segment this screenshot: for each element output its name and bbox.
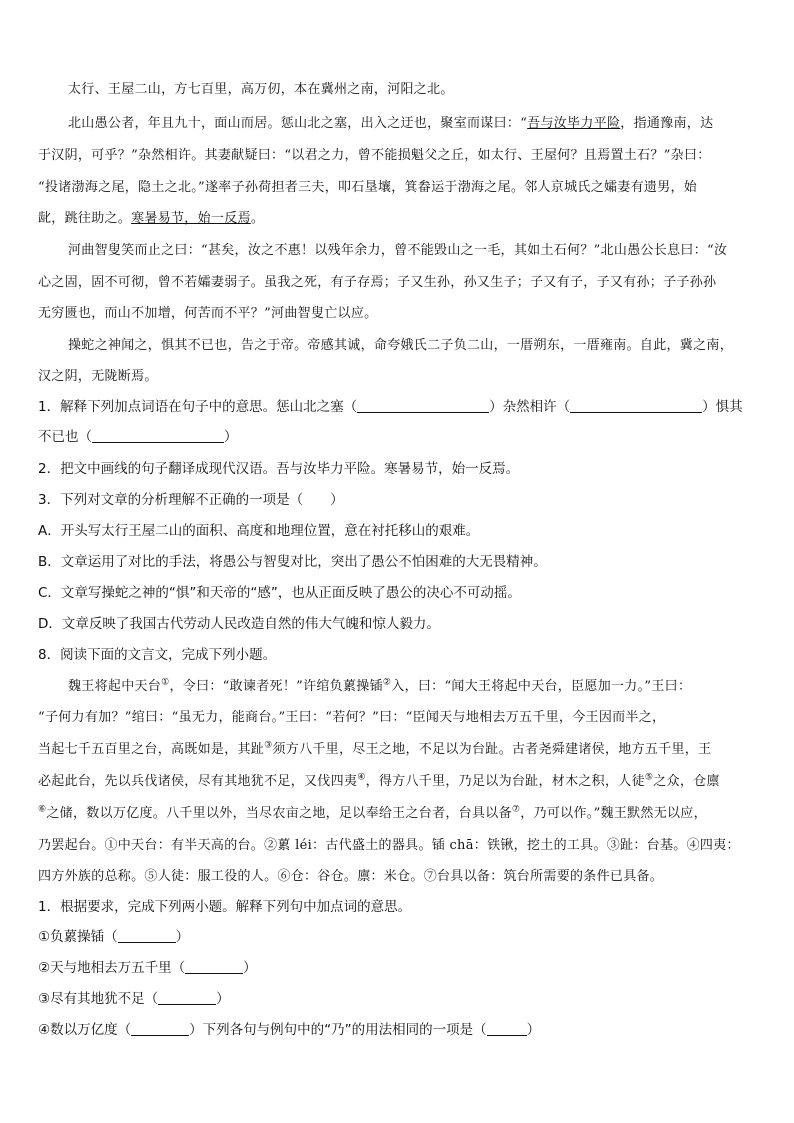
text-span: ） — [526, 1022, 541, 1038]
answer-blank[interactable] — [92, 428, 224, 443]
footnote-marker: ① — [161, 677, 170, 688]
passage2-line6: 乃罢起台。①中天台：有半天高的台。②蔂 léi：古代盛土的器具。锸 chā：铁锹，挖土的工具。③趾：台基。④四夷： — [38, 838, 740, 853]
text-span: ） — [175, 929, 190, 945]
passage1-p3-line3: 无穷匮也，而山不加增，何苦而不平？”河曲智叟亡以应。 — [38, 306, 378, 321]
sub-item-3 — [38, 989, 758, 1009]
text-span: ④数以万亿度（ — [38, 1022, 132, 1038]
text-span: ） — [216, 991, 230, 1007]
text-span: 之储，数以万亿度。八千里以外，当尽农亩之地，足以奉给王之台者，台具以备 — [46, 806, 512, 821]
answer-blank[interactable] — [118, 928, 176, 943]
text-span: 入，曰：“闻大王将起中天台，臣愿加一力。”王曰： — [391, 679, 692, 694]
option-d: D．文章反映了我国古代劳动人民改造自然的伟大气魄和惊人毅力。 — [38, 616, 440, 632]
text-span: ）下列各句与例句中的“乃”的用法相同的一项是（ — [189, 1022, 487, 1038]
text-span: 。 — [250, 211, 265, 226]
answer-blank[interactable] — [487, 1021, 527, 1036]
answer-blank[interactable] — [357, 398, 489, 413]
answer-blank[interactable] — [570, 398, 702, 413]
passage1-p3-line1: 河曲智叟笑而止之曰：“甚矣，汝之不惠！以残年余力，曾不能毁山之一毛，其如土石何？”北山愚公长息曰：“汝 — [68, 243, 728, 258]
answer-blank[interactable] — [185, 959, 243, 974]
option-b: B．文章运用了对比的手法，将愚公与智叟对比，突出了愚公不怕困难的大无畏精神。 — [38, 554, 547, 570]
text-span: ） — [243, 960, 257, 976]
text-span: 必起此台，先以兵伐诸侯，尽有其地犹不足，又伐四夷 — [38, 774, 358, 789]
text-span: ，得方八千里，乃足以为台趾，材木之积，人徒 — [365, 774, 645, 789]
text-span: ②天与地相去万五千里（ — [38, 960, 186, 976]
passage1-p3-line2: 心之固，固不可彻，曾不若孀妻弱子。虽我之死，有子存焉；子又生孙，孙又生子；子又有子，子又有孙；子子孙孙 — [38, 275, 717, 290]
passage1-p2-line3: “投诸渤海之尾，隐土之北。”遂率子孙荷担者三夫，叩石垦壤，箕畚运于渤海之尾。邻人京城氏之孀妻有遗男，始 — [38, 180, 698, 195]
text-span: ） — [224, 429, 238, 445]
passage2-line1 — [68, 677, 758, 697]
option-a: A．开头写太行王屋二山的面积、高度和地理位置，意在衬托移山的艰难。 — [38, 523, 480, 539]
footnote-marker: ⑥ — [38, 804, 47, 815]
text-span: 北山愚公者，年且九十，面山而居。惩山北之塞，出入之迂也，聚室而谋曰：“ — [68, 116, 528, 131]
text-span: ，乃可以作。”魏王默然无以应， — [520, 806, 707, 821]
text-span: ，令曰：“敢谏者死！”许绾负蔂操锸 — [169, 679, 383, 694]
sub-item-2 — [38, 958, 758, 978]
passage1-p2-line2: 于汉阴，可乎？”杂然相许。其妻献疑曰：“以君之力，曾不能损魁父之丘，如太行、王屋何？且焉置土石？”杂曰： — [38, 148, 711, 163]
text-span: 龀，跳往助之。 — [38, 211, 132, 226]
text-span: 须方八千里，尽王之地，不足以为台趾。古者尧舜建诸侯，地方五千里，王 — [272, 742, 712, 757]
text-span: 当起七千五百里之台，高既如是，其趾 — [38, 742, 265, 757]
passage1-p2-line4 — [38, 209, 758, 229]
sub-item-4 — [38, 1020, 758, 1040]
text-span: ③尽有其地犹不足（ — [38, 991, 159, 1007]
question-2: 2．把文中画线的句子翻译成现代汉语。吾与汝毕力平险。寒暑易节，始一反焉。 — [38, 461, 520, 477]
passage1-p1: 太行、王屋二山，方七百里，高万仞，本在冀州之南，河阳之北。 — [68, 82, 454, 97]
text-span: ，指通豫南，达 — [620, 116, 714, 131]
footnote-marker: ④ — [357, 772, 366, 783]
footnote-marker: ⑦ — [511, 804, 521, 815]
underlined-sentence: 吾与汝毕力平险 — [527, 116, 621, 131]
underlined-sentence: 寒暑易节，始一反焉 — [131, 211, 251, 226]
answer-blank[interactable] — [158, 990, 216, 1005]
footnote-marker: ③ — [264, 740, 273, 751]
text-span: 之众，仓廪 — [653, 774, 720, 789]
text-span: ）惧其 — [702, 399, 743, 415]
option-c: C．文章写操蛇之神的“惧”和天帝的“感”，也从正面反映了愚公的决心不可动摇。 — [38, 585, 521, 601]
passage1-p2-line1 — [68, 114, 758, 134]
passage1-p4-line1: 操蛇之神闻之，惧其不已也，告之于帝。帝感其诚，命夸娥氏二子负二山，一厝朔东，一厝雍南。自此，冀之南， — [68, 338, 734, 353]
question-8-title: 8．阅读下面的文言文，完成下列小题。 — [38, 647, 277, 663]
answer-blank[interactable] — [131, 1021, 189, 1036]
text-span: 1．解释下列加点词语在句子中的意思。惩山北之塞（ — [38, 399, 358, 415]
passage2-line3 — [38, 740, 758, 760]
sub-item-1 — [38, 927, 758, 947]
passage1-p4-line2: 汉之阴，无陇断焉。 — [38, 369, 158, 384]
text-span: 不已也（ — [38, 429, 92, 445]
text-span: ）杂然相许（ — [489, 399, 571, 415]
footnote-marker: ② — [382, 677, 392, 688]
question-1 — [38, 397, 758, 417]
footnote-marker: ⑤ — [644, 772, 654, 783]
question-3: 3．下列对文章的分析理解不正确的一项是（ ） — [38, 492, 344, 508]
passage2-line2: “子何力有加？”绾曰：“虽无力，能商台。”王曰：“若何？”曰：“臣闻天与地相去万五千里，今王因而半之， — [38, 710, 666, 725]
passage2-line5 — [38, 804, 758, 824]
passage2-line4 — [38, 772, 758, 792]
question-1-cont — [38, 427, 758, 447]
text-span: ①负蔂操锸（ — [38, 929, 118, 945]
text-span: 魏王将起中天台 — [68, 679, 162, 694]
sub-question-1: 1．根据要求，完成下列两小题。解释下列句中加点词的意思。 — [38, 899, 412, 915]
passage2-line7: 四方外族的总称。⑤人徒：服工役的人。⑥仓：谷仓。廪：米仓。⑦台具以备：筑台所需要的条件已具备。 — [38, 869, 664, 884]
